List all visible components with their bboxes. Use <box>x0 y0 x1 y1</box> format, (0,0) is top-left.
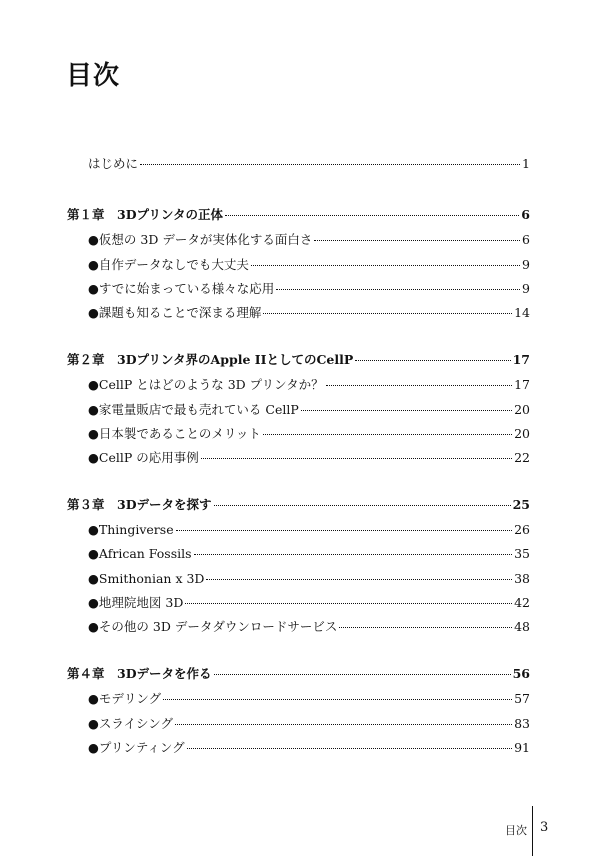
toc-entry[interactable] <box>88 232 530 248</box>
toc-entry[interactable] <box>88 546 530 562</box>
page-title: 目次 <box>66 61 121 92</box>
footer-divider <box>532 806 533 856</box>
toc-entry-page: 1 <box>522 156 530 171</box>
toc-entry-label: ●課題も知ることで深まる理解 <box>88 305 262 320</box>
chapter-page: 25 <box>512 497 530 512</box>
toc-entry[interactable] <box>88 716 530 732</box>
toc-entry[interactable] <box>88 619 530 635</box>
leader-dots <box>194 554 513 555</box>
toc-entry-label: ●プリンティング <box>88 740 185 755</box>
chapter-page: 17 <box>512 352 530 367</box>
running-footer-label: 目次 <box>505 824 527 837</box>
leader-dots <box>339 627 512 628</box>
toc-entry-page: 9 <box>522 281 530 296</box>
toc-entry-page: 42 <box>514 595 530 610</box>
toc-entry-page: 20 <box>514 426 530 441</box>
toc-entry[interactable] <box>88 377 530 393</box>
page-number: 3 <box>540 820 549 835</box>
leader-dots <box>206 579 512 580</box>
toc-entry[interactable] <box>88 281 530 297</box>
toc-entry[interactable] <box>88 522 530 538</box>
toc-entry[interactable] <box>88 305 530 321</box>
toc-entry-label: ●仮想の 3D データが実体化する面白さ <box>88 232 313 247</box>
leader-dots <box>263 434 512 435</box>
leader-dots <box>163 699 512 700</box>
leader-dots <box>214 674 511 675</box>
toc-entry-label: ●モデリング <box>88 691 162 706</box>
toc-chapter-3[interactable] <box>67 497 530 513</box>
leader-dots <box>314 240 520 241</box>
leader-dots <box>251 265 520 266</box>
toc-entry[interactable] <box>88 740 530 756</box>
toc-entry-page: 83 <box>514 716 530 731</box>
leader-dots <box>276 289 520 290</box>
toc-entry-page: 17 <box>514 377 530 392</box>
toc-entry-intro[interactable] <box>88 156 530 172</box>
toc-entry-label: ●African Fossils <box>88 546 192 561</box>
leader-dots <box>326 385 512 386</box>
toc-entry-label: はじめに <box>88 156 139 171</box>
toc-entry[interactable] <box>88 595 530 611</box>
toc-entry[interactable] <box>88 402 530 418</box>
toc-chapter-2[interactable] <box>67 352 530 368</box>
toc-entry-label: ●CellP の応用事例 <box>88 450 199 465</box>
toc-entry-page: 91 <box>514 740 530 755</box>
leader-dots <box>355 360 510 361</box>
toc-entry-label: ●Smithonian x 3D <box>88 571 205 586</box>
toc-entry-label: ●家電量販店で最も売れている CellP <box>88 402 299 417</box>
toc-entry-label: ●自作データなしでも大丈夫 <box>88 257 249 272</box>
leader-dots <box>175 724 512 725</box>
toc-entry-page: 22 <box>514 450 530 465</box>
leader-dots <box>185 603 512 604</box>
toc-entry-label: ●スライシング <box>88 716 173 731</box>
toc-entry[interactable] <box>88 450 530 466</box>
toc-entry-page: 20 <box>514 402 530 417</box>
toc-entry-label: ●日本製であることのメリット <box>88 426 261 441</box>
toc-entry-page: 35 <box>514 546 530 561</box>
toc-entry[interactable] <box>88 571 530 587</box>
toc-chapter-1[interactable] <box>67 207 530 223</box>
leader-dots <box>263 313 512 314</box>
toc-entry-label: ●すでに始まっている様々な応用 <box>88 281 275 296</box>
chapter-title: 第１章 3Dプリンタの正体 <box>67 207 224 222</box>
leader-dots <box>301 410 512 411</box>
toc-entry-label: ●地理院地図 3D <box>88 595 184 610</box>
toc-entry-label: ●その他の 3D データダウンロードサービス <box>88 619 338 634</box>
chapter-page: 56 <box>512 666 530 681</box>
toc-entry-page: 9 <box>522 257 530 272</box>
toc-entry-page: 57 <box>514 691 530 706</box>
toc-entry-page: 26 <box>514 522 530 537</box>
toc-entry-page: 6 <box>522 232 530 247</box>
toc-entry[interactable] <box>88 257 530 273</box>
toc-entry-page: 38 <box>514 571 530 586</box>
toc-entry[interactable] <box>88 691 530 707</box>
leader-dots <box>187 748 512 749</box>
chapter-title: 第４章 3Dデータを作る <box>67 666 212 681</box>
leader-dots <box>201 458 512 459</box>
toc-entry-page: 14 <box>514 305 530 320</box>
leader-dots <box>140 164 520 165</box>
leader-dots <box>176 530 513 531</box>
chapter-title: 第２章 3Dプリンタ界のApple IIとしてのCellP <box>67 352 354 367</box>
toc-entry-page: 48 <box>514 619 530 634</box>
leader-dots <box>225 215 519 216</box>
toc-entry-label: ●Thingiverse <box>88 522 174 537</box>
chapter-page: 6 <box>521 207 530 222</box>
toc-entry-label: ●CellP とはどのような 3D プリンタか？ <box>88 377 324 392</box>
chapter-title: 第３章 3Dデータを探す <box>67 497 212 512</box>
toc-chapter-4[interactable] <box>67 666 530 682</box>
leader-dots <box>214 505 511 506</box>
toc-entry[interactable] <box>88 426 530 442</box>
